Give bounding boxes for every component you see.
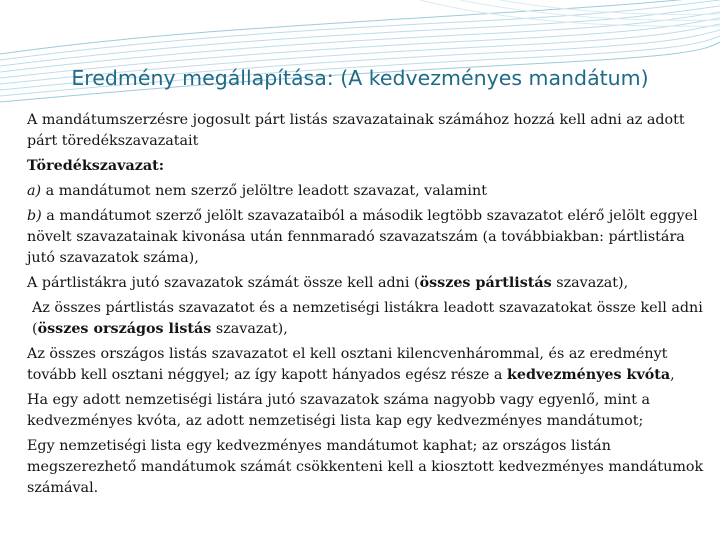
paragraph-quota [27,344,707,386]
text-part: szavazat), [551,274,629,291]
term-total-national-list: összes országos listás [37,320,212,337]
slide-body [27,110,707,503]
item-a-text: a mandátumot nem szerző jelöltre leadott szavazat, valamint [41,182,487,199]
item-b-text: a mandátumot szerző jelölt szavazataiból a második legtöbb szavazatot elérő jelölt eggyel növelt szavazatainak kivonása után fennmaradó szavazatszám (a továbbiakban: pártlistára jutó szavazatok száma), [27,207,698,266]
text-part: A pártlistákra jutó szavazatok számát össze kell adni ( [27,274,420,291]
paragraph-item-b [27,206,707,270]
term-total-party-list: összes pártlistás [419,274,552,291]
paragraph-party-list-sum [27,273,707,294]
paragraph-condition: Ha egy adott nemzetiségi listára jutó szavazatok száma nagyobb vagy egyenlő, mint a kedvezményes kvóta, az adott nemzetiségi lista kap egy kedvezményes mandátumot; [27,391,651,429]
text-part: , [670,366,675,383]
paragraph-fragment-heading: Töredékszavazat: [27,158,164,174]
text-part: Az összes pártlistás szavazatot és a nemzetiségi listákra leadott szavazatokat össze kell adni ( [32,299,703,337]
paragraph-item-a [27,181,707,202]
paragraph-national-list-sum [27,298,707,340]
decorative-wave-background [0,0,720,120]
paragraph-limit: Egy nemzetiségi lista egy kedvezményes mandátumot kaphat; az országos listán megszerezhető mandátumok számát csökkenteni kell a kiosztott kedvezményes mandátumok számával. [27,437,704,496]
page-title: Eredmény megállapítása: (A kedvezményes mandátum) [71,66,649,90]
term-preferential-quota: kedvezményes kvóta [506,366,671,383]
item-a-marker: a) [27,182,42,199]
item-b-marker: b) [27,207,42,224]
paragraph-intro: A mandátumszerzésre jogosult párt listás szavazatainak számához hozzá kell adni az adott párt töredékszavazatait [27,112,685,150]
text-part: Az összes országos listás szavazatot el kell osztani kilencvenhárommal, és az eredményt tovább kell osztani néggyel; az így kapott hányados egész része a [27,345,668,383]
text-part: szavazat), [211,320,288,337]
